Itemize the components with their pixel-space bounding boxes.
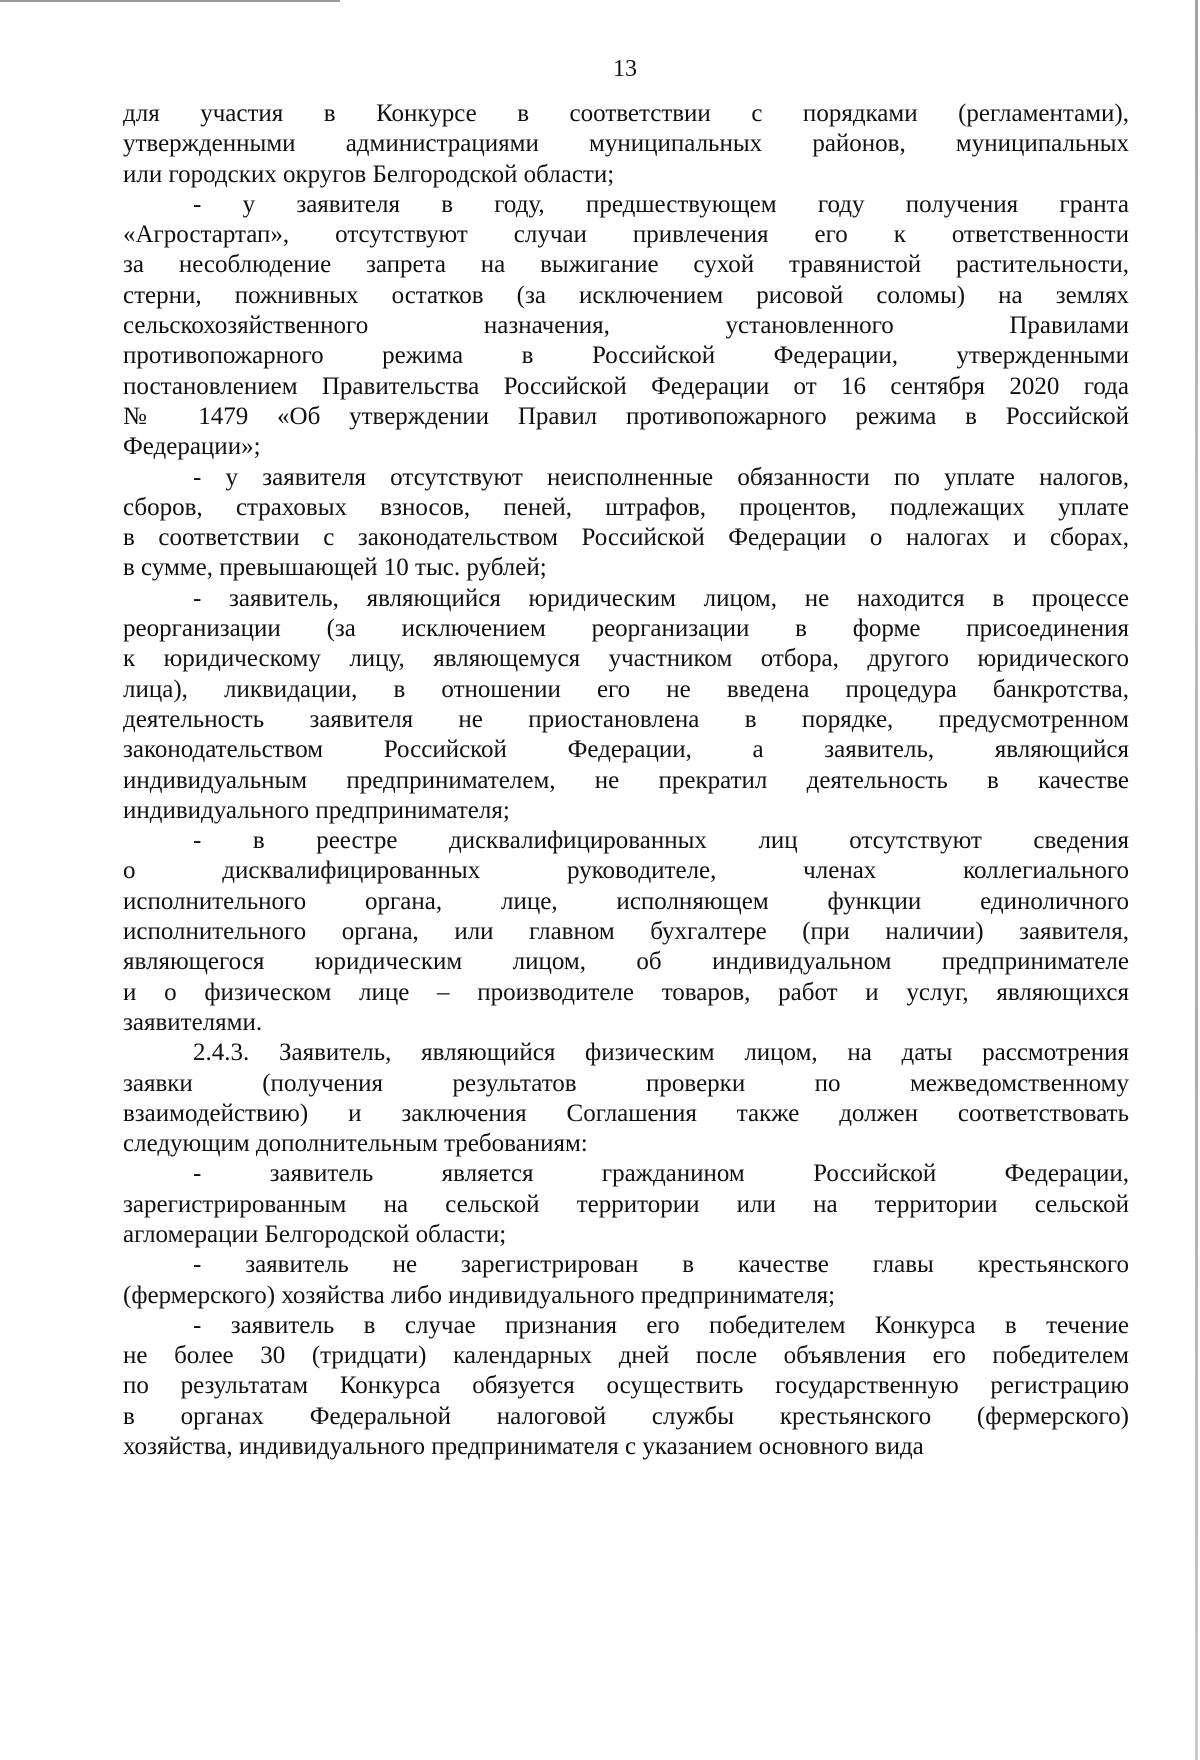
text-line: сборов, страховых взносов, пеней, штрафов, процентов, подлежащих уплате bbox=[123, 493, 1129, 521]
text-line: индивидуальным предпринимателем, не прекратил деятельность в качестве bbox=[123, 766, 1129, 794]
text-line: исполнительного органа, или главном бухгалтере (при наличии) заявителя, bbox=[123, 918, 1129, 946]
text-line: постановлением Правительства Российской Федерации от 16 сентября 2020 года bbox=[123, 372, 1129, 400]
text-line: - заявитель является гражданином Российской Федерации, bbox=[193, 1160, 1129, 1188]
text-line: заявки (получения результатов проверки по межведомственному bbox=[123, 1069, 1129, 1097]
text-line: (фермерского) хозяйства либо индивидуального предпринимателя; bbox=[123, 1281, 836, 1309]
text-line: 2.4.3. Заявитель, являющийся физическим лицом, на даты рассмотрения bbox=[193, 1039, 1129, 1067]
scan-top-edge bbox=[0, 0, 340, 2]
text-line: в соответствии с законодательством Российской Федерации о налогах и сборах, bbox=[123, 524, 1129, 552]
text-line: агломерации Белгородской области; bbox=[123, 1220, 507, 1248]
paragraph-fire-regime bbox=[123, 190, 1129, 463]
text-line: являющегося юридическим лицом, об индивидуальном предпринимателе bbox=[123, 948, 1129, 976]
text-line: следующим дополнительным требованиям: bbox=[123, 1130, 588, 1158]
text-line: - у заявителя отсутствуют неисполненные обязанности по уплате налогов, bbox=[193, 463, 1129, 491]
text-line: индивидуального предпринимателя; bbox=[123, 796, 510, 824]
document-body bbox=[123, 99, 1129, 1462]
text-line: или городских округов Белгородской области; bbox=[123, 160, 615, 188]
text-line: заявителями. bbox=[123, 1008, 263, 1036]
paragraph-not-registered bbox=[123, 1250, 1129, 1311]
paragraph-registration-obligation bbox=[123, 1311, 1129, 1462]
text-line: лица), ликвидации, в отношении его не введена процедура банкротства, bbox=[123, 675, 1129, 703]
text-line: стерни, пожнивных остатков (за исключением рисовой соломы) на землях bbox=[123, 281, 1129, 309]
paragraph-tax-obligations bbox=[123, 463, 1129, 584]
text-line: «Агростартап», отсутствуют случаи привлечения его к ответственности bbox=[123, 221, 1129, 249]
text-line: для участия в Конкурсе в соответствии с порядками (регламентами), bbox=[123, 100, 1129, 127]
text-line: зарегистрированным на сельской территории или на территории сельской bbox=[123, 1190, 1129, 1218]
paragraph-continuation bbox=[123, 99, 1129, 190]
text-line: законодательством Российской Федерации, а заявитель, являющийся bbox=[123, 736, 1129, 764]
text-line: - заявитель, являющийся юридическим лицом, не находится в процессе bbox=[193, 584, 1129, 612]
text-line: утвержденными администрациями муниципальных районов, муниципальных bbox=[123, 130, 1129, 158]
text-line: исполнительного органа, лице, исполняющем функции единоличного bbox=[123, 887, 1129, 915]
text-line: деятельность заявителя не приостановлена в порядке, предусмотренном bbox=[123, 705, 1129, 733]
text-line: хозяйства, индивидуального предпринимателя с указанием основного вида bbox=[123, 1433, 924, 1461]
text-line: - заявитель не зарегистрирован в качестве главы крестьянского bbox=[193, 1251, 1129, 1279]
paragraph-citizenship bbox=[123, 1159, 1129, 1250]
text-line: в сумме, превышающей 10 тыс. рублей; bbox=[123, 554, 547, 582]
paragraph-reorganization bbox=[123, 584, 1129, 826]
text-line: взаимодействию) и заключения Соглашения также должен соответствовать bbox=[123, 1099, 1129, 1127]
text-line: в органах Федеральной налоговой службы крестьянского (фермерского) bbox=[123, 1402, 1129, 1430]
paragraph-disqualified-register bbox=[123, 826, 1129, 1038]
text-line: и о физическом лице – производителе товаров, работ и услуг, являющихся bbox=[123, 978, 1129, 1006]
text-line: по результатам Конкурса обязуется осуществить государственную регистрацию bbox=[123, 1372, 1129, 1400]
text-line: реорганизации (за исключением реорганизации в форме присоединения bbox=[123, 615, 1129, 643]
text-line: - у заявителя в году, предшествующем году получения гранта bbox=[193, 190, 1129, 218]
paragraph-section-2-4-3 bbox=[123, 1038, 1129, 1159]
text-line: за несоблюдение запрета на выжигание сухой травянистой растительности, bbox=[123, 251, 1129, 279]
page-number: 13 bbox=[613, 56, 637, 82]
text-line: - заявитель в случае признания его победителем Конкурса в течение bbox=[193, 1311, 1129, 1339]
text-line: Федерации»; bbox=[123, 433, 261, 461]
text-line: о дисквалифицированных руководителе, членах коллегиального bbox=[123, 857, 1129, 885]
text-line: № 1479 «Об утверждении Правил противопожарного режима в Российской bbox=[123, 402, 1129, 430]
text-line: - в реестре дисквалифицированных лиц отсутствуют сведения bbox=[193, 827, 1129, 855]
text-line: противопожарного режима в Российской Федерации, утвержденными bbox=[123, 342, 1129, 370]
text-line: сельскохозяйственного назначения, установленного Правилами bbox=[123, 312, 1129, 340]
text-line: к юридическому лицу, являющемуся участником отбора, другого юридического bbox=[123, 645, 1129, 673]
scan-right-edge bbox=[1195, 0, 1198, 1760]
text-line: не более 30 (тридцати) календарных дней после объявления его победителем bbox=[123, 1342, 1129, 1370]
